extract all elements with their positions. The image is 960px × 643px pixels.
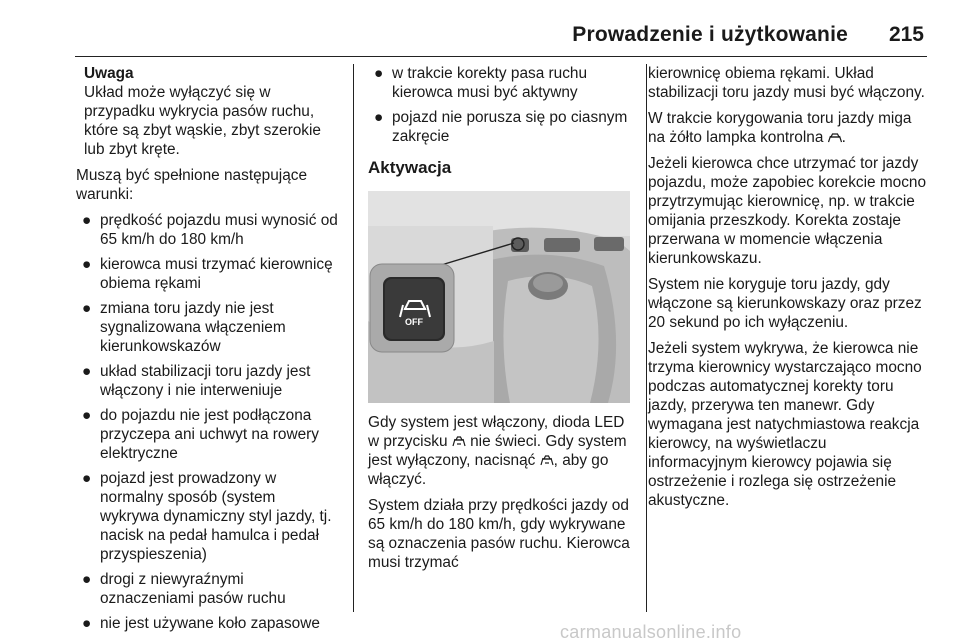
bullet-icon: ● [82, 300, 92, 317]
column-1 [76, 64, 338, 639]
paragraph: System nie koryguje toru jazdy, gdy włączone są kierunkowskazy oraz przez 20 sekund po ich wyłączeniu. [648, 276, 922, 331]
page-number: 215 [888, 23, 924, 46]
column-divider [646, 64, 647, 612]
paragraph: Jeżeli kierowca chce utrzymać tor jazdy pojazdu, może zapobiec korekcie mocno przytrzymując kierownicę, np. w trakcie omijania przeszkody. Korekta zostaje przerwana w momencie włączenia kierunkowskazu. [648, 155, 927, 267]
paragraph: kierownicę obiema rękami. Układ stabilizacji toru jazdy musi być włączony. [648, 65, 925, 101]
bullet-icon: ● [82, 256, 92, 273]
text-span: W trakcie korygowania toru jazdy miga na żółto lampka kontrolna [648, 110, 912, 146]
list-item [76, 406, 338, 463]
text-span: , aby go włączyć. [368, 452, 609, 488]
list-item [368, 108, 634, 146]
page-title: Prowadzenie i użytkowanie [572, 23, 848, 46]
list-item-text: w trakcie korekty pasa ruchu kierowca musi być aktywny [392, 65, 588, 101]
activation-paragraph-2: System działa przy prędkości jazdy od 65 km/h do 180 km/h, gdy wykrywane są oznaczenia pasów ruchu. Kierowca musi trzymać [368, 497, 630, 571]
conditions-intro: Muszą być spełnione następujące warunki: [76, 167, 308, 203]
list-item [368, 64, 634, 102]
bullet-icon: ● [82, 212, 92, 229]
list-item [76, 570, 338, 608]
bullet-icon: ● [82, 571, 92, 588]
list-item [76, 211, 338, 249]
bullet-icon: ● [82, 407, 92, 424]
lane-keep-assist-icon [540, 454, 554, 466]
text-span: . [841, 129, 846, 146]
list-item-text: układ stabilizacji toru jazdy jest włączony i nie interweniuje [100, 363, 311, 399]
column-3 [648, 64, 928, 517]
list-item [76, 299, 338, 356]
bullet-icon: ● [82, 363, 92, 380]
column-divider [353, 64, 354, 612]
section-heading: Aktywacja [368, 158, 452, 177]
list-item-text: kierowca musi trzymać kierownicę obiema rękami [100, 256, 333, 292]
bullet-icon: ● [82, 615, 92, 632]
list-item-text: pojazd jest prowadzony w normalny sposób (system wykrywa dynamiczny styl jazdy, tj. nacisk na pedał hamulca i pedał przyspieszenia) [100, 470, 332, 563]
list-item [76, 614, 338, 633]
list-item-text: zmiana toru jazdy nie jest sygnalizowana włączeniem kierunkowskazów [100, 300, 286, 355]
note-text: Układ może wyłączyć się w przypadku wykrycia pasów ruchu, które są zbyt wąskie, zbyt szerokie lub zbyt kręte. [84, 84, 321, 158]
header-rule [75, 56, 927, 57]
bullet-icon: ● [374, 65, 384, 82]
lane-keep-indicator-icon [828, 131, 842, 143]
list-item-text: pojazd nie porusza się po ciasnym zakręcie [392, 109, 628, 145]
list-item [76, 362, 338, 400]
list-item-text: do pojazdu nie jest podłączona przyczepa ani uchwyt na rowery elektryczne [100, 407, 319, 462]
list-item [76, 469, 338, 564]
list-item-text: nie jest używane koło zapasowe [100, 615, 320, 632]
console-photo [368, 191, 630, 403]
note-box [84, 64, 338, 159]
conditions-list-continued [368, 64, 634, 146]
paragraph: Jeżeli system wykrywa, że kierowca nie trzyma kierownicy wystarczająco mocno podczas automatycznej korekty toru jazdy, przerywa ten manewr. Gdy wymagana jest natychmiastowa reakcja kierowcy, na wyświetlaczu informacyjnym kierowcy pojawia się ostrzeżenie i rozlega się ostrzeżenie akustyczne. [648, 340, 922, 509]
column-2 [368, 64, 634, 579]
list-item-text: drogi z niewyraźnymi oznaczeniami pasów ruchu [100, 571, 286, 607]
text-span: Gdy system jest włączony, dioda LED w przycisku [368, 414, 625, 450]
off-label: OFF [405, 317, 423, 327]
note-title: Uwaga [84, 65, 134, 82]
bullet-icon: ● [82, 470, 92, 487]
console-illustration [368, 191, 630, 403]
conditions-list [76, 211, 338, 633]
page-header [0, 23, 960, 53]
list-item [76, 255, 338, 293]
activation-paragraph-1 [368, 413, 634, 489]
list-item-text: prędkość pojazdu musi wynosić od 65 km/h do 180 km/h [100, 212, 338, 248]
paragraph [648, 109, 928, 147]
bullet-icon: ● [374, 109, 384, 126]
lane-keep-assist-icon [452, 435, 466, 447]
watermark: carmanualsonline.info [560, 622, 742, 642]
text-span: nie świeci. Gdy system jest wyłączony, nacisnąć [368, 433, 627, 469]
